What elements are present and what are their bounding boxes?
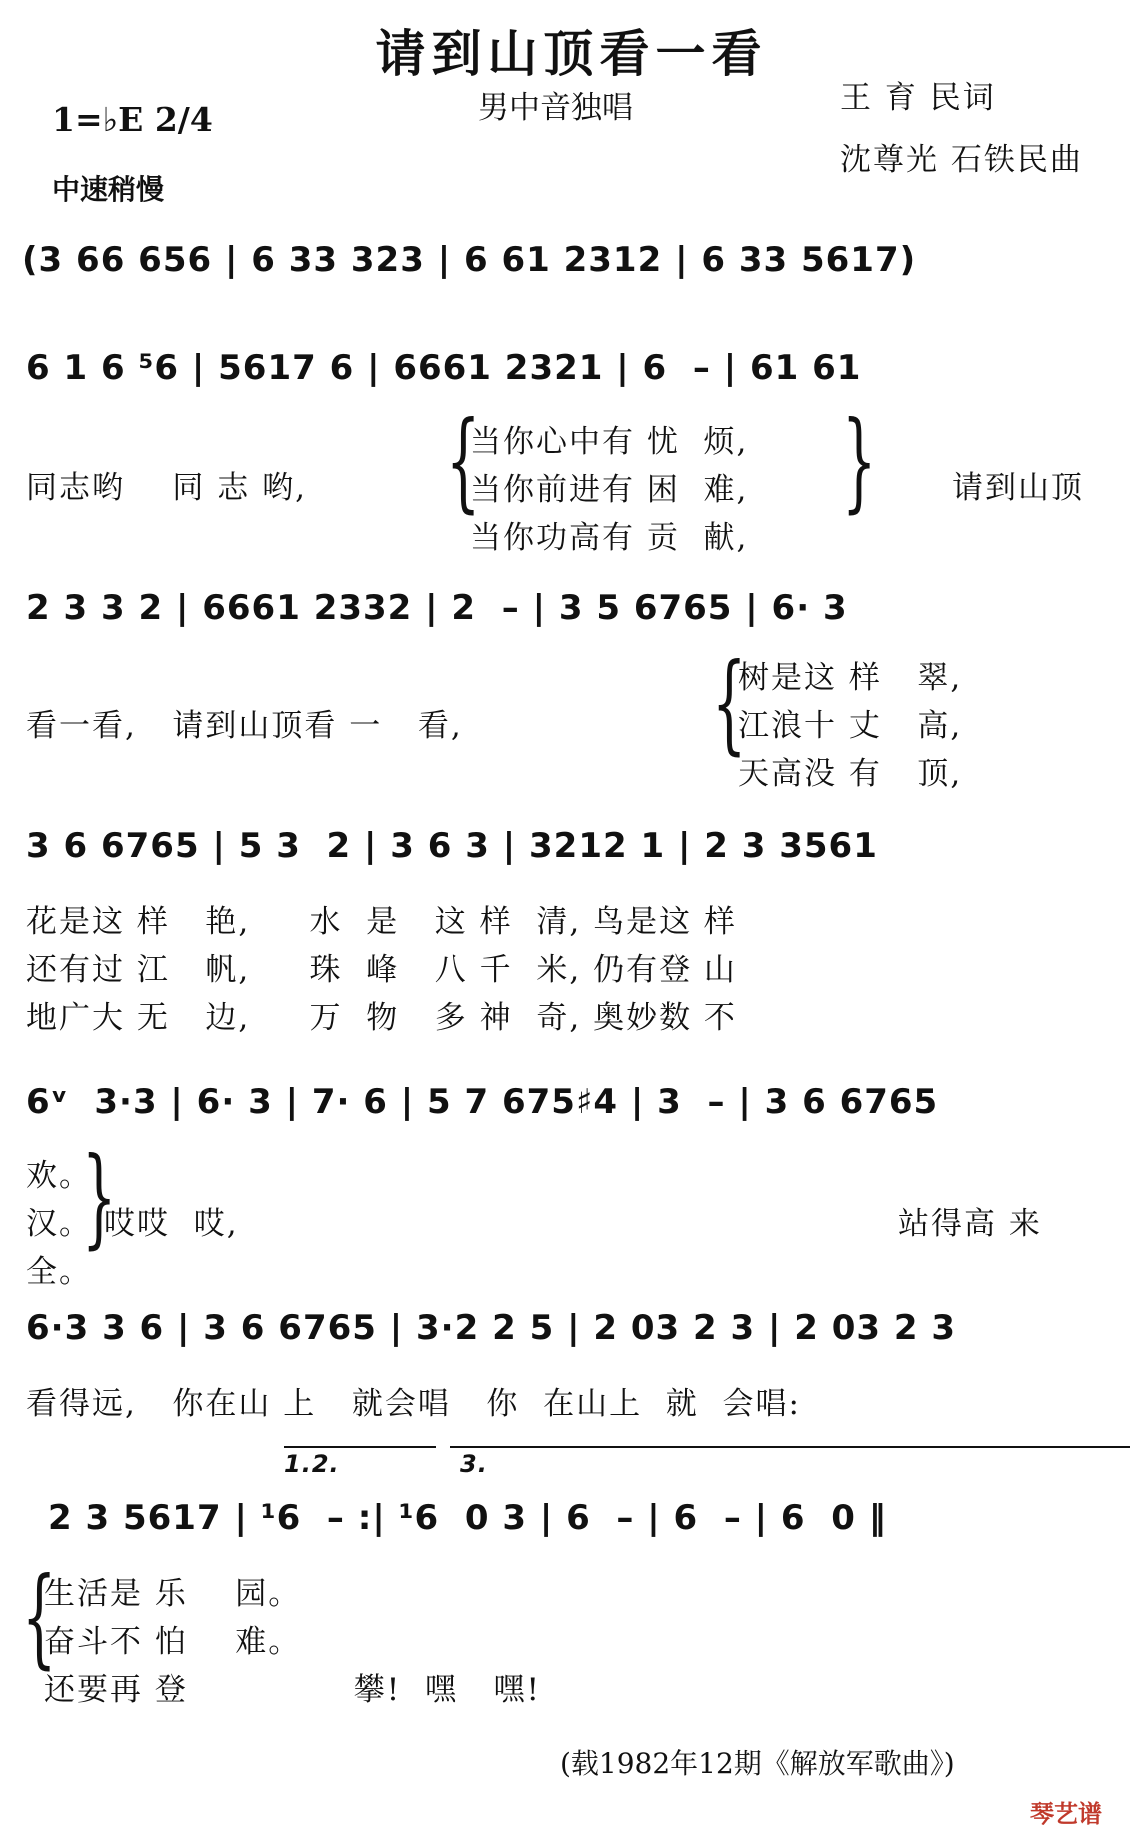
verse-brace-left: { bbox=[446, 399, 481, 524]
system-4-lyric-verse-3: 地广大 无 边, 万 物 多 神 奇, 奥妙数 不 bbox=[26, 1000, 737, 1036]
system-6-notes: 6·3 3 6 | 3 6 6765 | 3·2 2 5 | 2 03 2 3 | 2 03 2 3 bbox=[26, 1308, 957, 1348]
key-signature: 1=♭E 2/4 bbox=[52, 100, 213, 139]
system-1-notes: (3 66 656 | 6 33 323 | 6 61 2312 | 6 33 5617) bbox=[22, 240, 917, 280]
verse-brace-right: } bbox=[842, 399, 877, 524]
system-2-lyric-verse-1: 当你心中有 忧 烦, bbox=[470, 424, 749, 460]
system-2-lyric-verse-3: 当你功高有 贡 献, bbox=[470, 520, 749, 556]
volta-3-bracket bbox=[450, 1446, 1130, 1448]
system-7-notes: 2 3 5617 | ¹6 – :| ¹6 0 3 | 6 – | 6 – | 6 0 ‖ bbox=[48, 1498, 887, 1538]
system-6-lyric: 看得远, 你在山 上 就会唱 你 在山上 就 会唱: bbox=[26, 1386, 801, 1422]
lyricist-credit: 王 育 民词 bbox=[840, 80, 996, 116]
source-citation: (载1982年12期《解放军歌曲》) bbox=[560, 1747, 955, 1780]
volta-3: 3. bbox=[460, 1450, 488, 1478]
system-5-lyric-verse-2: 汉。 bbox=[26, 1206, 92, 1242]
system-4-notes: 3 6 6765 | 5 3 2 | 3 6 3 | 3212 1 | 2 3 3561 bbox=[26, 826, 878, 866]
system-4-lyric-verse-1: 花是这 样 艳, 水 是 这 样 清, 鸟是这 样 bbox=[26, 904, 737, 940]
verse-brace: { bbox=[712, 641, 747, 766]
system-3-lyric-verse-2: 江浪十 丈 高, bbox=[738, 708, 963, 744]
verse-brace: { bbox=[22, 1555, 57, 1680]
tempo-marking: 中速稍慢 bbox=[52, 173, 165, 206]
song-title: 请到山顶看一看 bbox=[375, 24, 768, 83]
system-2-lyric-verse-2: 当你前进有 困 难, bbox=[470, 472, 749, 508]
performance-type: 男中音独唱 bbox=[478, 90, 633, 126]
composer-credit: 沈尊光 石铁民曲 bbox=[840, 142, 1083, 178]
system-5-lyric-tail: 站得高 来 bbox=[898, 1206, 1042, 1242]
system-4-lyric-verse-2: 还有过 江 帆, 珠 峰 八 千 米, 仍有登 山 bbox=[26, 952, 737, 988]
system-7-lyric-verse-3: 还要再 登 攀! 嘿 嘿! bbox=[44, 1672, 541, 1708]
system-5-lyric-verse-3: 全。 bbox=[26, 1254, 92, 1290]
system-5-notes: 6ᵛ 3·3 | 6· 3 | 7· 6 | 5 7 675♯4 | 3 – | 3 6 6765 bbox=[26, 1082, 939, 1122]
system-3-notes: 2 3 3 2 | 6661 2332 | 2 – | 3 5 6765 | 6· 3 bbox=[26, 588, 848, 628]
volta-1-2-bracket bbox=[284, 1446, 436, 1448]
system-2-lyric-tail: 请到山顶 bbox=[952, 470, 1084, 506]
system-7-lyric-verse-1: 生活是 乐 园。 bbox=[44, 1576, 302, 1612]
volta-1-2: 1.2. bbox=[284, 1450, 340, 1478]
watermark-logo: 琴艺谱 bbox=[1030, 1800, 1102, 1828]
system-2-lyric-refrain: 同志哟 同 志 哟, bbox=[26, 470, 307, 506]
system-3-lyric-verse-3: 天高没 有 顶, bbox=[738, 756, 963, 792]
system-3-lyric-verse-1: 树是这 样 翠, bbox=[738, 660, 963, 696]
system-5-lyric-refrain: 哎哎 哎, bbox=[104, 1206, 239, 1242]
system-7-lyric-verse-2: 奋斗不 怕 难。 bbox=[44, 1624, 302, 1660]
system-2-notes: 6 1 6 ⁵6 | 5617 6 | 6661 2321 | 6 – | 61 61 bbox=[26, 348, 862, 388]
system-3-lyric-refrain: 看一看, 请到山顶看 一 看, bbox=[26, 708, 463, 744]
verse-brace: } bbox=[82, 1135, 117, 1260]
system-5-lyric-verse-1: 欢。 bbox=[26, 1158, 92, 1194]
